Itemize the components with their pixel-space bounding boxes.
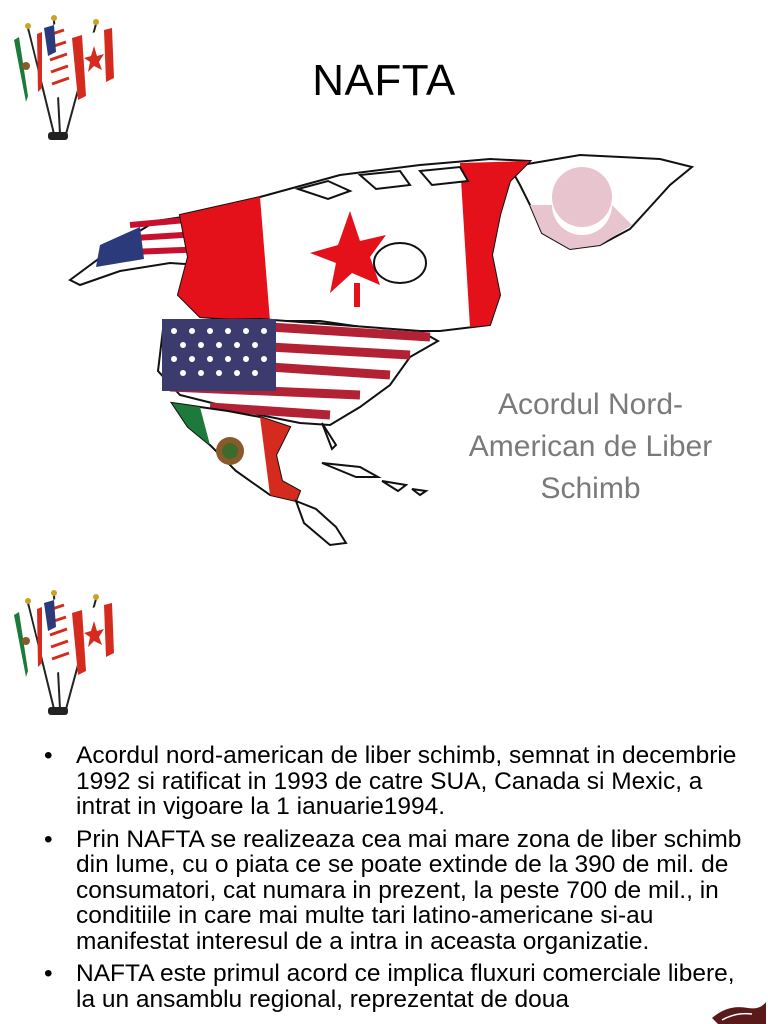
eagle-decoration-icon: [708, 1000, 768, 1024]
bullet-dot: •: [44, 960, 53, 987]
slide-title-text: NAFTA: [312, 56, 456, 105]
bullet-item: [44, 961, 744, 1012]
bullet-list: [44, 743, 744, 1019]
bullet-dot: •: [44, 825, 53, 853]
bullet-text: Acordul nord-american de liber schimb, semnat in decembrie 1992 si ratificat in 1993 de catre SUA, Canada si Mexic, a intrat in vigoare la 1 ianuarie1994.: [76, 742, 737, 820]
bullet-text: Prin NAFTA se realizeaza cea mai mare zona de liber schimb din lume, cu o piata ce se poate extinde de la 390 de mil. de consumatori, cat numara in prezent, la peste 700 de mil., in conditiile in care mai multe tari latino-americane si-au manifestat interesul de a intra in aceasta organizatie.: [76, 825, 742, 955]
bullet-item: [44, 743, 744, 820]
bullet-item: [44, 827, 744, 955]
flags-mexico-usa-canada-icon: [8, 581, 118, 719]
bullet-dot: •: [44, 742, 53, 769]
slide-subtitle: Acordul Nord-American de Liber Schimb: [468, 388, 713, 505]
bullet-text: NAFTA este primul acord ce implica fluxuri comerciale libere, la un ansamblu regional, reprezentat de doua: [76, 960, 735, 1013]
slide-content: [0, 575, 768, 1024]
